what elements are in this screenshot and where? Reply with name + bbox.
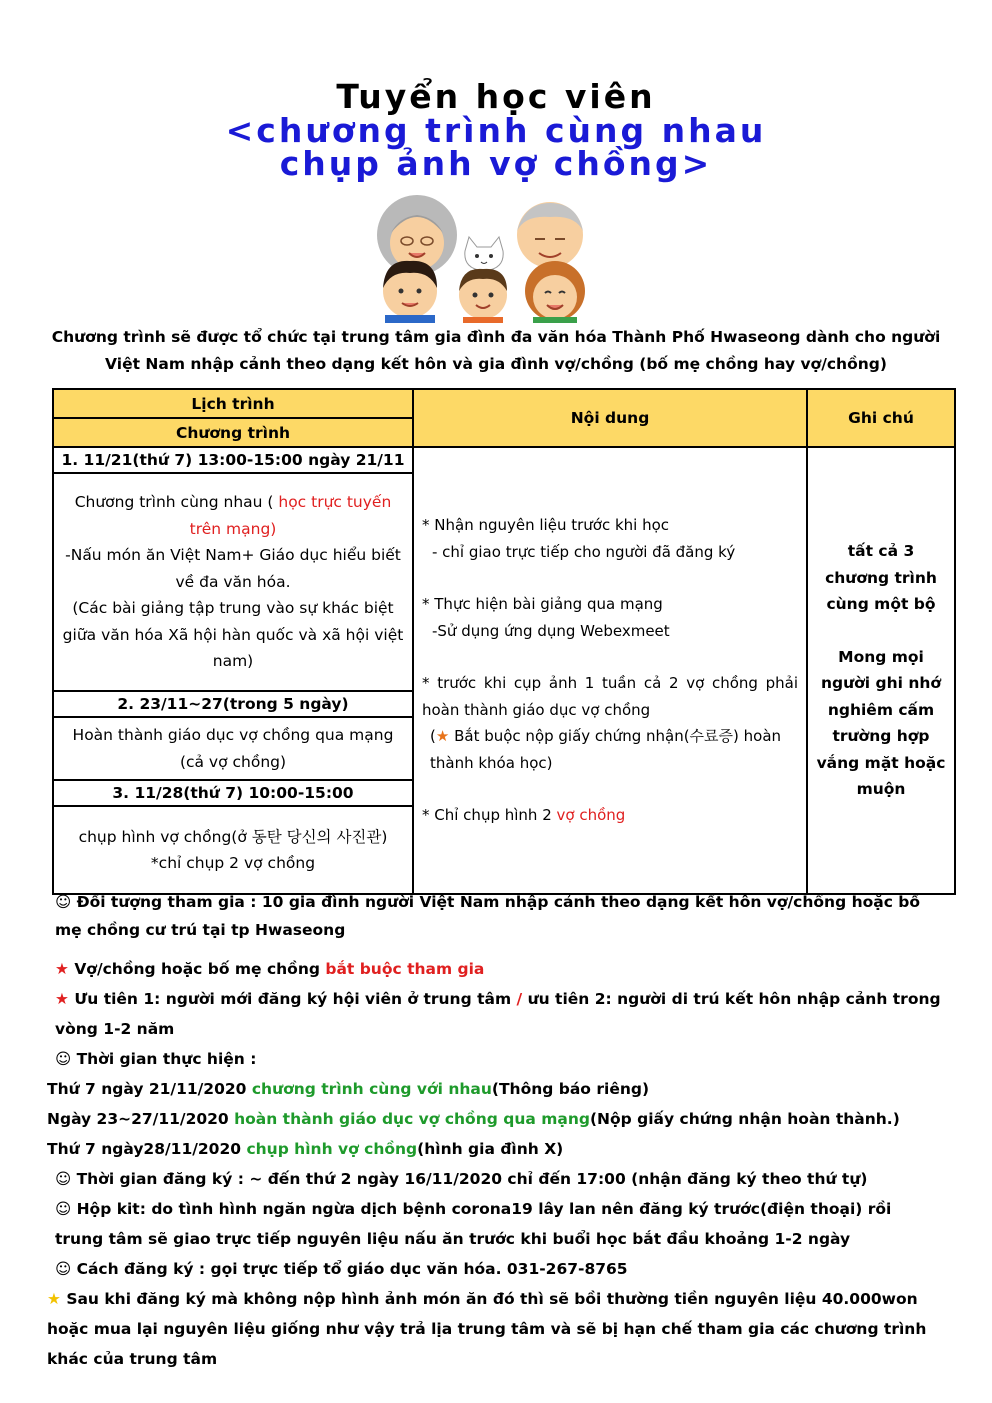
date-line-1: Thứ 7 ngày 21/11/2020 chương trình cùng với nhau(Thông báo riêng) [47,1080,650,1098]
star-icon: ★ [435,727,450,746]
header-note: Ghi chú [807,389,955,447]
title-line-3: chụp ảnh vợ chồng> [279,144,713,183]
smiley-icon: ☺ [55,1170,72,1188]
note-cell [807,447,955,894]
smiley-icon: ☺ [55,1260,72,1278]
smiley-icon: ☺ [55,1200,72,1218]
priority-text: ★ Ưu tiên 1: người mới đăng ký hội viên ở trung tâm / ưu tiên 2: người di trú kết hôn nhập cảnh trong vòng 1-2 năm [55,990,941,1038]
intro-text: Chương trình sẽ được tổ chức tại trung tâm gia đình đa văn hóa Thành Phố Hwaseong dành cho người Việt Nam nhập cảnh theo dạng kết hôn và gia đình vợ/chồng (bố mẹ chồng hay vợ/chồng) [51,328,941,373]
info-section [47,888,942,1374]
content-line: (★ Bắt buộc nộp giấy chứng nhận(수료증) hoàn thành khóa học) [430,727,782,772]
star-icon: ★ [55,990,69,1008]
session-1-desc: Chương trình cùng nhau ( học trực tuyến trên mạng) -Nấu món ăn Việt Nam+ Giáo dục hiểu biết về đa văn hóa. (Các bài giảng tập trung vào sự khác biệt giữa văn hóa Xã hội hàn quốc và xã hội việt nam) [53,473,413,691]
note-line: tất cả 3 chương trình cùng một bộ [825,542,937,614]
register-time-text: ☺ Thời gian đăng ký : ~ đến thứ 2 ngày 16/11/2020 chỉ đến 17:00 (nhận đăng ký theo thứ tự) [55,1170,868,1188]
requirement-text: ★ Vợ/chồng hoặc bố mẹ chồng bắt buộc tham gia [55,960,485,978]
content-line: * Thực hiện bài giảng qua mạng [422,595,663,614]
smiley-icon: ☺ [55,893,72,911]
title-line-2: <chương trình cùng nhau [225,111,767,150]
how-to-register-text: ☺ Cách đăng ký : gọi trực tiếp tổ giáo dục văn hóa. 031-267-8765 [55,1260,628,1278]
grandfather-figure [517,202,583,268]
session-3-date: 3. 11/28(thứ 7) 10:00-15:00 [53,780,413,806]
smiley-icon: ☺ [55,1050,72,1068]
penalty-text: ★ Sau khi đăng ký mà không nộp hình ảnh món ăn đó thì sẽ bồi thường tiền nguyên liệu 40.000won hoặc mua lại nguyên liệu giống như vậy trả lịa trung tâm và sẽ bị hạn chế tham gia các chương trình khác của trung tâm [47,1290,927,1368]
header-content: Nội dung [413,389,807,447]
session-2-date: 2. 23/11~27(trong 5 ngày) [53,691,413,717]
content-line: * Nhận nguyên liệu trước khi học [422,516,670,535]
content-line: -Sử dụng ứng dụng Webexmeet [432,621,670,640]
star-icon: ★ [47,1290,61,1308]
date-line-2: Ngày 23~27/11/2020 hoàn thành giáo dục vợ chồng qua mạng(Nộp giấy chứng nhận hoàn thành.) [47,1110,900,1128]
target-text: ☺ Đối tượng tham gia : 10 gia đình người Việt Nam nhập cảnh theo dạng kết hôn vợ/chồng hoặc bố mẹ chồng cư trú tại tp Hwaseong [55,893,921,939]
time-label: ☺ Thời gian thực hiện : [55,1050,257,1068]
star-icon: ★ [55,960,69,978]
session-1-date: 1. 11/21(thứ 7) 13:00-15:00 ngày 21/11 [53,447,413,473]
family-illustration [355,193,620,323]
kit-text: ☺ Hộp kit: do tình hình ngăn ngừa dịch bệnh corona19 lây lan nên đăng ký trước(điện thoại) rồi trung tâm sẽ giao trực tiếp nguyên liệu nấu ăn trước khi buổi học bắt đầu khoảng 1-2 ngày [55,1200,892,1248]
date-line-3: Thứ 7 ngày28/11/2020 chụp hình vợ chồng(hình gia đình X) [47,1140,564,1158]
content-cell [413,447,807,894]
content-line: - chỉ giao trực tiếp cho người đã đăng ký [432,542,736,561]
schedule-table [52,388,956,895]
content-line: * Chỉ chụp hình 2 vợ chồng [422,806,626,825]
content-line: * trước khi cụp ảnh 1 tuần cả 2 vợ chồng phải hoàn thành giáo dục vợ chồng [422,674,798,719]
header-program: Chương trình [53,418,413,447]
session-2-desc: Hoàn thành giáo dục vợ chồng qua mạng (cả vợ chồng) [53,717,413,780]
girl-figure [525,261,585,323]
note-line: Mong mọi người ghi nhớ nghiêm cấm trường hợp vắng mặt hoặc muộn [816,647,946,799]
session-3-desc: chụp hình vợ chồng(ở 동탄 당신의 사진관) *chỉ chụp 2 vợ chồng [53,806,413,894]
child-figure [459,269,507,323]
boy-figure [383,261,437,323]
title-line-1: Tuyển học viên [336,77,656,116]
header-schedule: Lịch trình [53,389,413,418]
cat-figure [465,237,503,271]
